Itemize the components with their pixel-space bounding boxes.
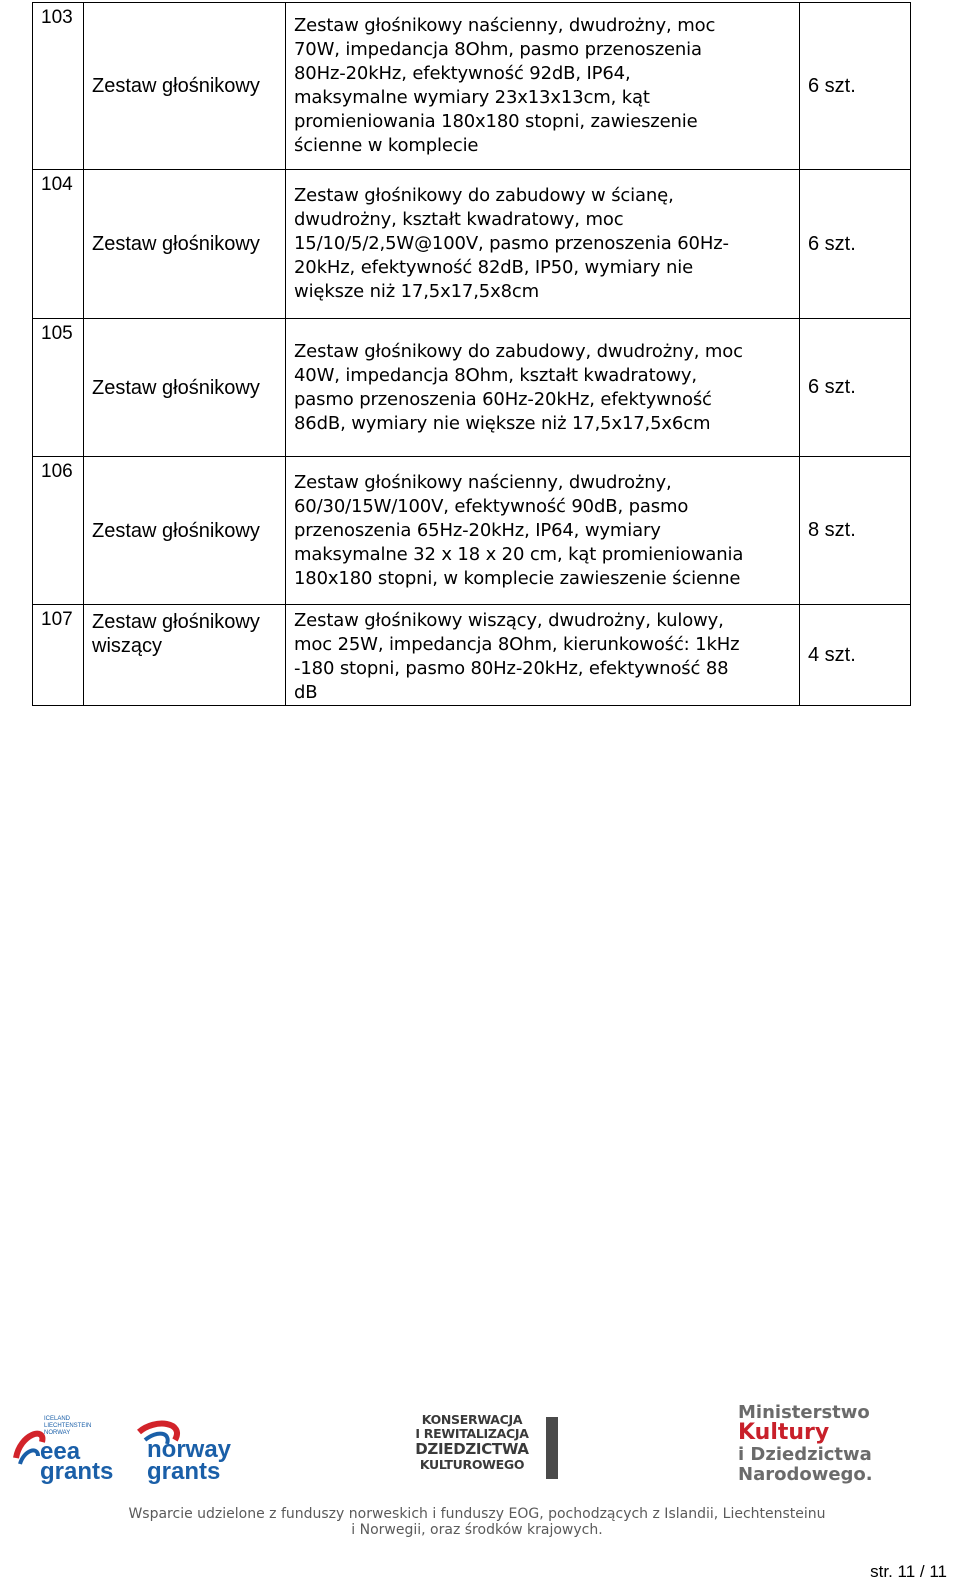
eea-countries-label: ICELAND LIECHTENSTEIN NORWAY bbox=[44, 1416, 92, 1436]
description-line: maksymalne wymiary 23x13x13cm, kąt bbox=[294, 87, 650, 108]
konserwacja-bar-icon bbox=[546, 1417, 558, 1479]
description-line: dB bbox=[294, 682, 318, 703]
ministry-line: Kultury bbox=[738, 1420, 830, 1445]
konserwacja-logo bbox=[408, 1413, 560, 1485]
item-quantity: 6 szt. bbox=[800, 319, 911, 457]
description-line: 80Hz-20kHz, efektywność 92dB, IP64, bbox=[294, 63, 631, 84]
konserwacja-line: KULTUROWEGO bbox=[419, 1457, 525, 1472]
item-number: 103 bbox=[33, 3, 84, 170]
item-name bbox=[84, 605, 286, 706]
description-line: 20kHz, efektywność 82dB, IP50, wymiary nie bbox=[294, 257, 694, 278]
item-description bbox=[286, 170, 800, 319]
item-quantity: 6 szt. bbox=[800, 3, 911, 170]
table-row bbox=[33, 319, 911, 457]
ministry-line: Narodowego. bbox=[738, 1464, 873, 1485]
item-description bbox=[286, 605, 800, 706]
description-line: promieniowania 180x180 stopni, zawieszenie bbox=[294, 111, 698, 132]
description-line: przenoszenia 65Hz-20kHz, IP64, wymiary bbox=[294, 519, 661, 541]
description-line: 86dB, wymiary nie większe niż 17,5x17,5x6cm bbox=[294, 412, 711, 434]
item-name-line: Zestaw głośnikowy bbox=[92, 611, 260, 633]
item-description bbox=[286, 457, 800, 605]
description-line: -180 stopni, pasmo 80Hz-20kHz, efektywność 88 bbox=[294, 658, 729, 679]
table-row bbox=[33, 170, 911, 319]
item-name: Zestaw głośnikowy bbox=[84, 170, 286, 319]
description-line: moc 25W, impedancja 8Ohm, kierunkowość: 1kHz bbox=[294, 634, 740, 655]
support-line: i Norwegii, oraz środków krajowych. bbox=[351, 1522, 603, 1538]
specification-table bbox=[32, 2, 911, 706]
item-name: Zestaw głośnikowy bbox=[84, 3, 286, 170]
description-line: pasmo przenoszenia 60Hz-20kHz, efektywność bbox=[294, 388, 712, 410]
item-name: Zestaw głośnikowy bbox=[84, 319, 286, 457]
table-row bbox=[33, 605, 911, 706]
description-line: 15/10/5/2,5W@100V, pasmo przenoszenia 60Hz- bbox=[294, 233, 729, 254]
item-quantity: 6 szt. bbox=[800, 170, 911, 319]
description-line: dwudrożny, kształt kwadratowy, moc bbox=[294, 209, 624, 230]
item-number: 106 bbox=[33, 457, 84, 605]
item-name: Zestaw głośnikowy bbox=[84, 457, 286, 605]
eea-grants-word: grants bbox=[40, 1458, 114, 1485]
item-number: 104 bbox=[33, 170, 84, 319]
support-text bbox=[32, 1506, 922, 1538]
konserwacja-line: DZIEDZICTWA bbox=[415, 1440, 529, 1458]
description-line: 60/30/15W/100V, efektywność 90dB, pasmo bbox=[294, 495, 689, 517]
konserwacja-line: I REWITALIZACJA bbox=[415, 1426, 529, 1441]
norway-grants-word: grants bbox=[147, 1458, 221, 1485]
item-description bbox=[286, 319, 800, 457]
description-line: 40W, impedancja 8Ohm, kształt kwadratowy, bbox=[294, 364, 697, 386]
norway-grants-logo bbox=[135, 1418, 255, 1493]
description-line: Zestaw głośnikowy do zabudowy, dwudrożny, moc bbox=[294, 340, 743, 362]
item-name-line: wiszący bbox=[92, 635, 163, 657]
norway-word: norway bbox=[147, 1436, 232, 1463]
description-line: maksymalne 32 x 18 x 20 cm, kąt promieniowania bbox=[294, 543, 744, 565]
item-description bbox=[286, 3, 800, 170]
ministry-line: i Dziedzictwa bbox=[738, 1444, 872, 1465]
item-quantity: 8 szt. bbox=[800, 457, 911, 605]
description-line: 180x180 stopni, w komplecie zawieszenie ścienne bbox=[294, 567, 741, 589]
support-line: Wsparcie udzielone z funduszy norweskich i funduszy EOG, pochodzących z Islandii, Liechtensteinu bbox=[128, 1506, 826, 1522]
ministry-line: Ministerstwo bbox=[738, 1402, 870, 1423]
page-number: str. 11 / 11 bbox=[870, 1562, 947, 1581]
item-quantity: 4 szt. bbox=[800, 605, 911, 706]
table-row bbox=[33, 3, 911, 170]
table-row bbox=[33, 457, 911, 605]
description-line: 70W, impedancja 8Ohm, pasmo przenoszenia bbox=[294, 39, 702, 60]
konserwacja-text bbox=[408, 1413, 536, 1472]
description-line: ścienne w komplecie bbox=[294, 135, 479, 156]
konserwacja-line: KONSERWACJA bbox=[421, 1412, 523, 1427]
item-number: 107 bbox=[33, 605, 84, 706]
description-line: Zestaw głośnikowy wiszący, dwudrożny, kulowy, bbox=[294, 610, 724, 631]
item-number: 105 bbox=[33, 319, 84, 457]
description-line: Zestaw głośnikowy naścienny, dwudrożny, bbox=[294, 471, 672, 493]
eea-grants-logo bbox=[10, 1412, 130, 1492]
description-line: większe niż 17,5x17,5x8cm bbox=[294, 281, 540, 302]
description-line: Zestaw głośnikowy naścienny, dwudrożny, moc bbox=[294, 15, 716, 36]
page-footer bbox=[0, 1400, 960, 1583]
description-line: Zestaw głośnikowy do zabudowy w ścianę, bbox=[294, 185, 674, 206]
eea-word: eea bbox=[40, 1438, 81, 1465]
ministry-logo bbox=[738, 1403, 908, 1485]
